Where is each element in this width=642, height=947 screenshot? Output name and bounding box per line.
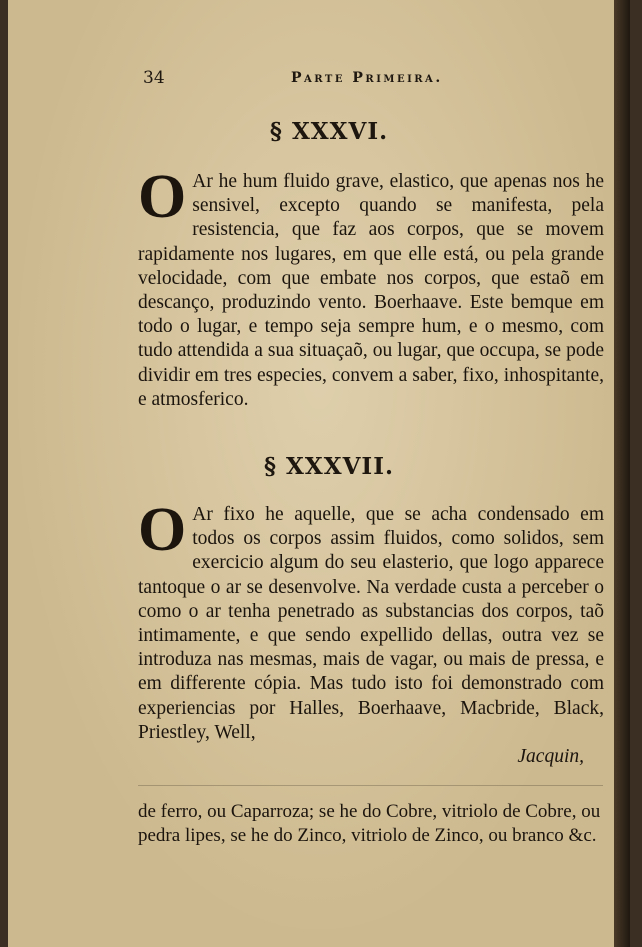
- footnote: de ferro, ou Caparroza; se he do Cobre, vitriolo de Cobre, ou pedra lipes, se he do Zinco, vitriolo de Zinco, ou branco &c.: [138, 801, 601, 846]
- dropcap-36: O: [138, 163, 187, 231]
- paragraph-36: [138, 163, 604, 412]
- dropcap-37: O: [138, 496, 187, 564]
- paragraph-36-text: Ar he hum fluido grave, elastico, que apenas nos he sensivel, excepto quando se manifesta, pela resistencia, que faz aos corpos, que se movem rapidamente nos lugares, em que elle está, ou pela grande velocidade, com que embate nos corpos, que estaõ em descanço, produzindo vento. Boerhaave. Este bemque em todo o lugar, e tempo seja sempre hum, e o mesmo, com tudo attendida a sua situaçaõ, ou lugar, que occupa, se pode dividir em tres especies, convem a saber, fixo, inhospitante, e atmosferico.: [138, 171, 604, 410]
- paragraph-37-text: Ar fixo he aquelle, que se acha condensado em todos os corpos assim fluidos, como solidos, sem exercicio algum do seu elasterio, que logo apparece tantoque o ar se desenvolve. Na verdade custa a perceber o como o ar tenha penetrado as substancias dos corpos, taõ intimamente, e que sendo expellido dellas, outra vez se introduza nas mesmas, mais de vagar, ou mais de pressa, e em differente cópia. Mas tudo isto foi demonstrado com experiencias por Halles, Boerhaave, Macbride, Black, Priestley, Well,: [138, 504, 604, 743]
- footnote-rule: [138, 785, 603, 786]
- page-number: 34: [143, 68, 165, 88]
- author-list-end: Jacquin,: [517, 746, 584, 768]
- book-page: [8, 0, 630, 947]
- paragraph-37: [138, 496, 604, 769]
- section-title-36: § XXXVI.: [269, 118, 389, 145]
- section-title-37: § XXXVII.: [264, 453, 394, 480]
- running-title: Parte Primeira.: [291, 70, 443, 86]
- page-header: [143, 64, 583, 88]
